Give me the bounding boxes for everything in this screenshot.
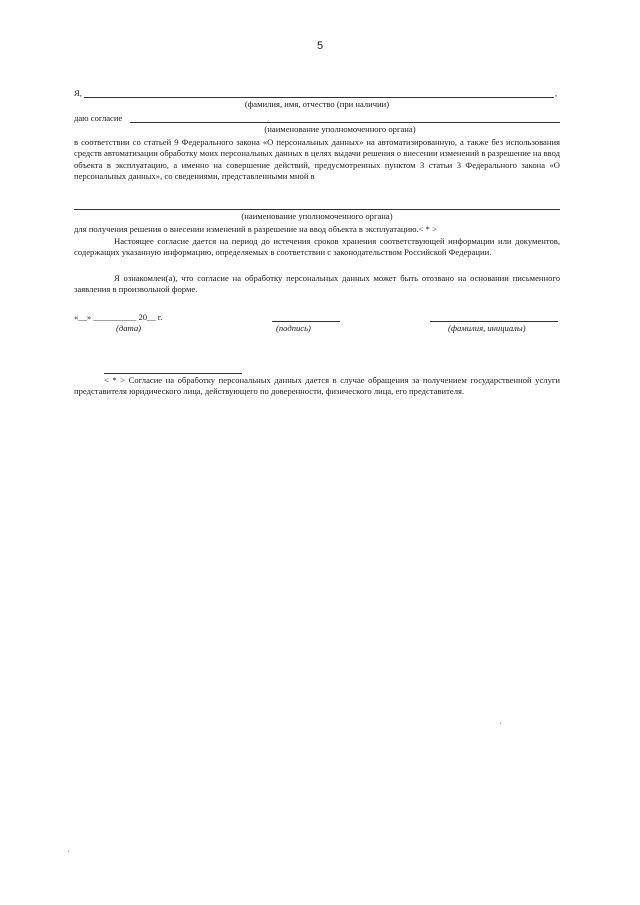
footnote-separator <box>104 373 242 374</box>
scan-speck <box>68 850 69 852</box>
footnote-text: < * > Согласие на обработку персональных данных дается в случае обращения за получением государственной услуги представителя юридического лица, действующего по доверенности, физического лица, его представителя. <box>74 375 560 397</box>
scan-speck <box>500 722 501 724</box>
signature-caption: (подпись) <box>276 323 311 333</box>
page-number: 5 <box>316 40 324 52</box>
caption-organ-2: (наименование уполномоченного органа) <box>241 211 393 221</box>
name-caption: (фамилия, инициалы) <box>448 323 526 333</box>
fio-prefix: Я, <box>74 88 82 98</box>
fio-suffix: , <box>555 88 558 98</box>
consent-prefix: даю согласие <box>74 113 123 123</box>
paragraph-consent-body: в соответствии со статьей 9 Федерального закона «О персональных данных» на автоматизированную, а также без использования средств автоматизации обработку моих персональных данных в целях выдачи решения о внесении изменений в разрешение на ввод объекта в эксплуатацию, а именно на совершение действий, предусмотренных пунктом 3 статьи 3 Федерального закона «О персональных данных», со сведениями, представленными мной в <box>74 137 560 182</box>
signature-blank-line <box>272 321 340 322</box>
consent-blank-line <box>130 122 560 123</box>
organ-blank-line <box>74 209 560 210</box>
caption-organ-1: (наименование уполномоченного органа) <box>264 124 416 134</box>
fio-blank-line <box>84 97 554 98</box>
paragraph-purpose: для получения решения о внесении изменений в разрешение на ввод объекта в эксплуатацию.< * > <box>74 224 437 234</box>
date-caption: (дата) <box>116 323 141 333</box>
date-fill: «__» __________ 20__ г. <box>74 312 163 322</box>
paragraph-period: Настоящее согласие дается на период до истечения сроков хранения соответствующей информации или документов, содержащих указанную информацию, определяемых в соответствии с законодательством Российской Федерации. <box>74 236 560 258</box>
fio-suffix-row <box>555 88 565 99</box>
name-blank-line <box>430 321 558 322</box>
paragraph-acknowledgement: Я ознакомлен(а), что согласие на обработку персональных данных может быть отозвано на основании письменного заявления в произвольной форме. <box>74 273 560 295</box>
caption-fio: (фамилия, имя, отчество (при наличии) <box>244 99 390 109</box>
